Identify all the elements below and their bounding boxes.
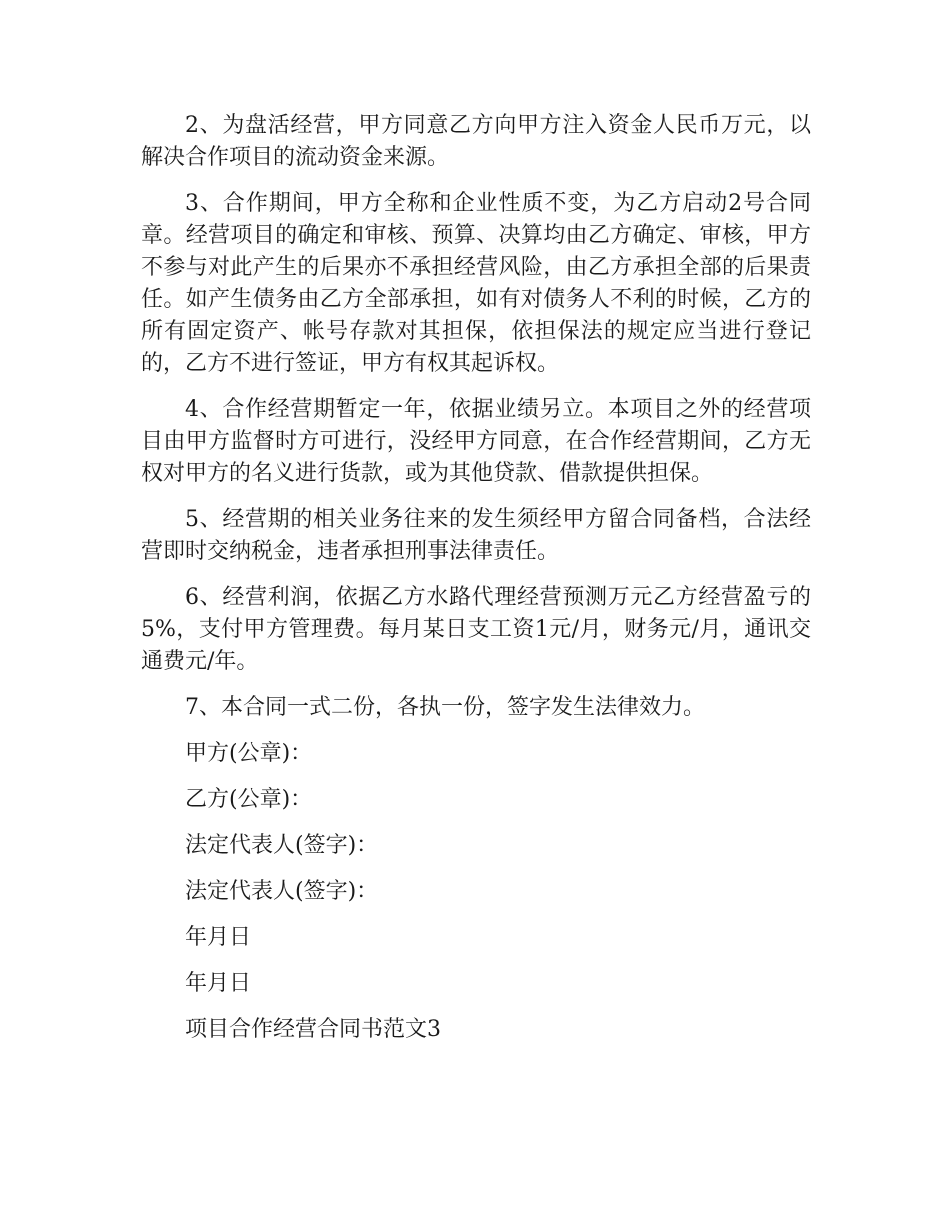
clause-5: 5、经营期的相关业务往来的发生须经甲方留合同备档，合法经营即时交纳税金，违者承担刑事法律责任。 — [141, 507, 811, 564]
date-b: 年月日 — [185, 971, 252, 996]
representative-b-signature: 法定代表人(签字)： — [185, 879, 379, 904]
clause-2: 2、为盘活经营，甲方同意乙方向甲方注入资金人民币万元，以解决合作项目的流动资金来源。 — [141, 113, 811, 170]
clause-6: 6、经营利润，依据乙方水路代理经营预测万元乙方经营盈亏的5%，支付甲方管理费。每月某日支工资1元/月，财务元/月，通讯交通费元/年。 — [141, 585, 811, 674]
document-body — [141, 110, 811, 1060]
date-a: 年月日 — [185, 925, 252, 950]
clause-7: 7、本合同一式二份，各执一份，签字发生法律效力。 — [185, 695, 705, 720]
next-section-title: 项目合作经营合同书范文3 — [185, 1017, 441, 1042]
party-a-seal: 甲方(公章)： — [185, 741, 313, 766]
clause-4: 4、合作经营期暂定一年，依据业绩另立。本项目之外的经营项目由甲方监督时方可进行，没经甲方同意，在合作经营期间，乙方无权对甲方的名义进行货款，或为其他贷款、借款提供担保。 — [141, 397, 811, 486]
clause-3: 3、合作期间，甲方全称和企业性质不变，为乙方启动2号合同章。经营项目的确定和审核、预算、决算均由乙方确定、审核，甲方不参与对此产生的后果亦不承担经营风险，由乙方承担全部的后果责任。如产生债务由乙方全部承担，如有对债务人不利的时候，乙方的所有固定资产、帐号存款对其担保，依担保法的规定应当进行登记的，乙方不进行签证，甲方有权其起诉权。 — [141, 191, 811, 376]
party-b-seal: 乙方(公章)： — [185, 787, 313, 812]
representative-a-signature: 法定代表人(签字)： — [185, 833, 379, 858]
